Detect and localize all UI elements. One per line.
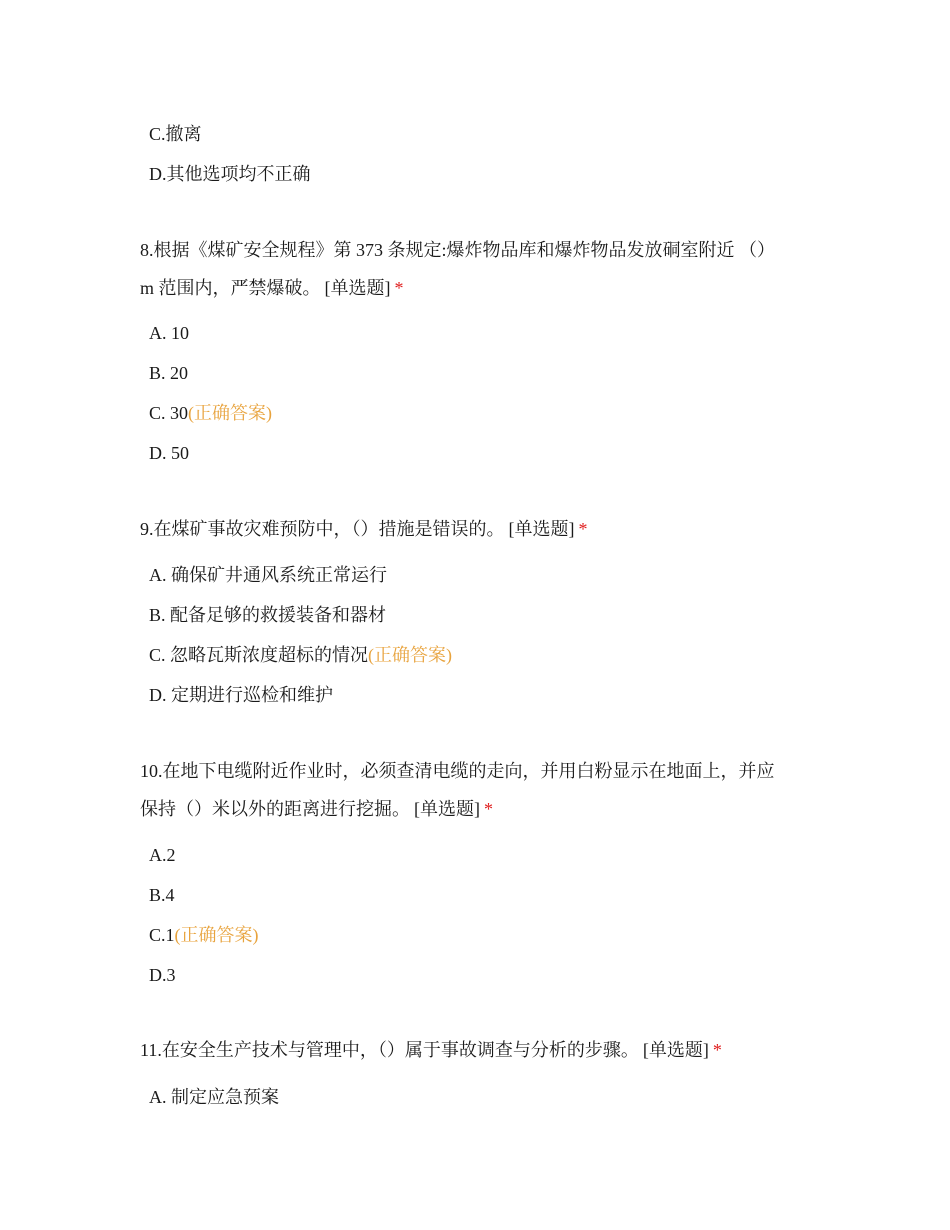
question-8-title [140,231,820,307]
required-mark: * [394,278,404,298]
option-text: B. 配备足够的救援装备和器材 [149,605,387,625]
correct-answer-mark: (正确答案) [188,403,273,423]
option-text: C.撤离 [149,124,202,144]
question-11-title [140,1031,820,1069]
question-type-tag: [单选题] [324,278,391,298]
option-9-b[interactable] [149,603,386,627]
question-text: 在煤矿事故灾难预防中，（）措施是错误的。 [153,519,505,539]
question-number: 9. [140,519,154,539]
question-number: 11. [140,1040,162,1060]
option-text: A. 确保矿井通风系统正常运行 [149,565,387,585]
option-8-a[interactable] [149,321,189,345]
option-text: D. 50 [149,443,189,463]
option-text: C. 忽略瓦斯浓度超标的情况 [149,645,369,665]
option-9-a[interactable] [149,563,387,587]
option-text: A. 制定应急预案 [149,1087,279,1107]
question-text: 保持（）米以外的距离进行挖掘。 [140,799,410,819]
option-8-c[interactable] [149,401,272,425]
question-type-tag: [单选题] [414,799,480,819]
option-text: D.其他选项均不正确 [149,164,311,184]
option-10-a[interactable] [149,843,176,867]
correct-answer-mark: (正确答案) [368,645,453,665]
required-mark: * [712,1040,722,1060]
question-8-line-2 [140,269,820,307]
question-9-line-1 [140,510,820,548]
required-mark: * [578,519,588,539]
option-text: B. 20 [149,363,189,383]
question-text: 根据《煤矿安全规程》第 373 条规定:爆炸物品库和爆炸物品发放硐室附近 （） [153,240,775,260]
option-10-d[interactable] [149,963,176,987]
option-10-b[interactable] [149,883,175,907]
question-11-line-1 [140,1031,820,1069]
option-text: B.4 [149,885,175,905]
question-number: 10. [140,761,163,781]
required-mark: * [484,799,493,819]
question-type-tag: [单选题] [642,1040,709,1060]
option-10-c[interactable] [149,923,259,947]
question-10-line-1 [140,752,820,790]
question-number: 8. [140,240,154,260]
question-text: m 范围内，严禁爆破。 [140,278,321,298]
option-11-a[interactable] [149,1085,279,1109]
question-text: 在安全生产技术与管理中，（）属于事故调查与分析的步骤。 [161,1040,639,1060]
question-9-title [140,510,820,548]
option-text: C. 30 [149,403,189,423]
option-prev-c[interactable] [149,122,202,146]
option-prev-d[interactable] [149,162,311,186]
option-text: D.3 [149,965,176,985]
option-8-d[interactable] [149,441,189,465]
question-type-tag: [单选题] [508,519,575,539]
correct-answer-mark: (正确答案) [174,925,259,945]
question-10-line-2 [140,790,820,828]
option-text: A.2 [149,845,176,865]
option-9-d[interactable] [149,683,333,707]
option-text: A. 10 [149,323,189,343]
option-8-b[interactable] [149,361,188,385]
option-text: C.1 [149,925,175,945]
question-8-line-1 [140,231,820,269]
option-9-c[interactable] [149,643,452,667]
question-10-title [140,752,820,828]
question-text: 在地下电缆附近作业时，必须查清电缆的走向，并用白粉显示在地面上，并应 [162,761,775,781]
option-text: D. 定期进行巡检和维护 [149,685,333,705]
